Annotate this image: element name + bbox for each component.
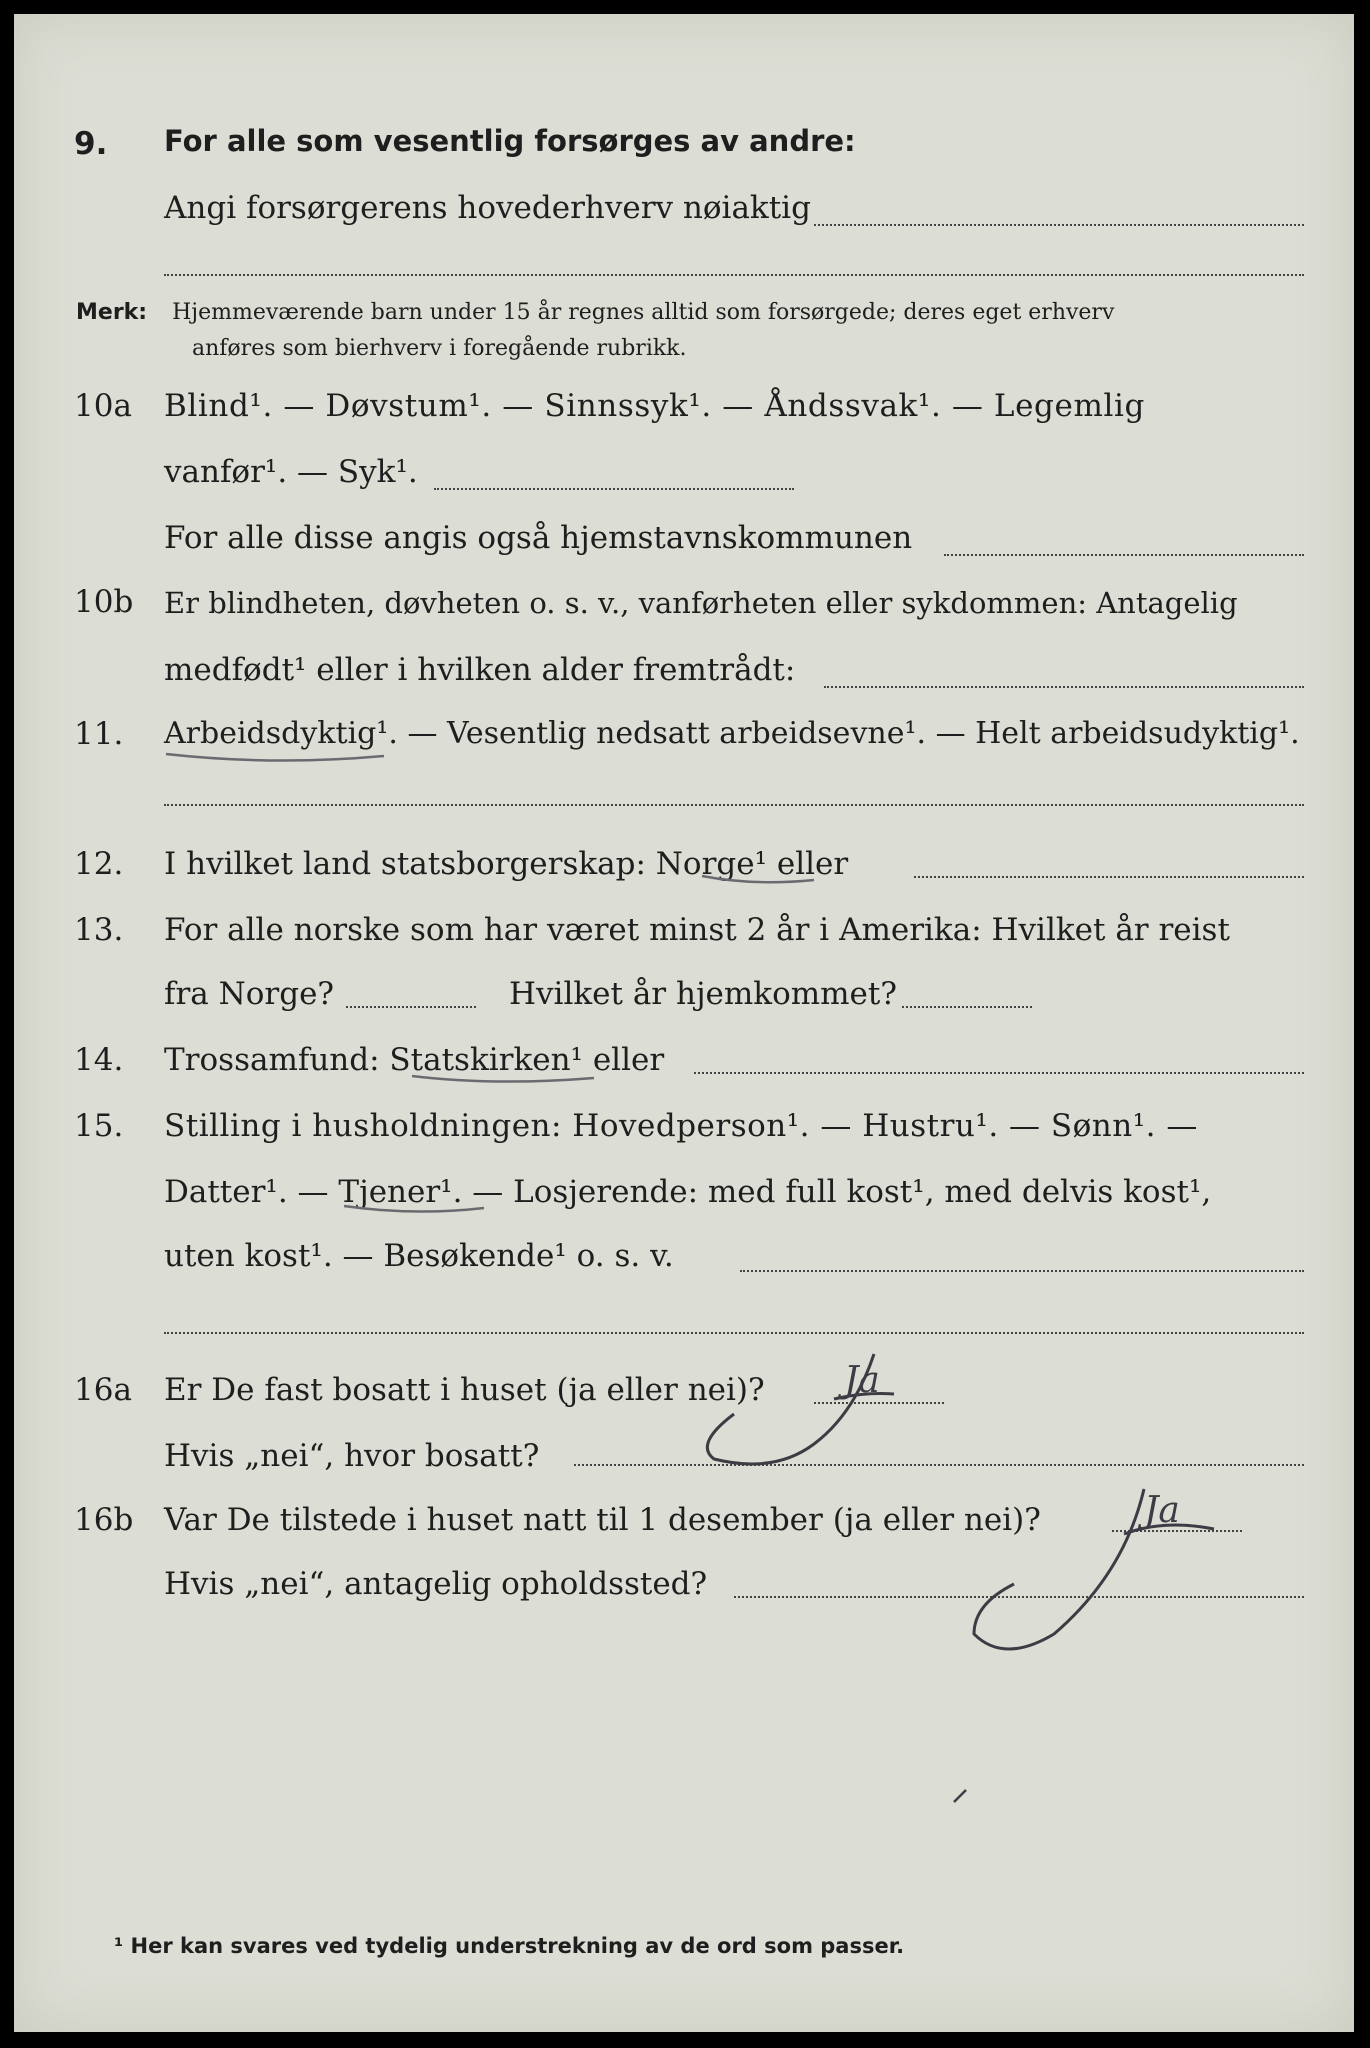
- q11-line1: Arbeidsdyktig¹. — Vesentlig nedsatt arbeidsevne¹. — Helt arbeidsudyktig¹.: [164, 716, 1300, 751]
- q15-line3: uten kost¹. — Besøkende¹ o. s. v.: [164, 1238, 674, 1274]
- handwriting-layer: [14, 14, 1354, 2032]
- q10a-line1: Blind¹. — Døvstum¹. — Sinnssyk¹. — Åndssvak¹. — Legemlig: [164, 388, 1145, 424]
- q11-number: 11.: [74, 716, 124, 752]
- answer-16b-text: Ja: [1144, 1490, 1180, 1531]
- q10b-line1: Er blindheten, døvheten o. s. v., vanførheten eller sykdommen: Antagelig: [164, 586, 1238, 620]
- q10a-line2: vanfør¹. — Syk¹.: [164, 454, 418, 490]
- q16a-number: 16a: [74, 1372, 132, 1408]
- q13-line2a: fra Norge?: [164, 976, 335, 1012]
- q16b-line2: Hvis „nei“, antagelig opholdssted?: [164, 1566, 708, 1602]
- q14-line1: Trossamfund: Statskirken¹ eller: [164, 1042, 665, 1078]
- answer-16a-text: Ja: [844, 1360, 880, 1401]
- q10b-number: 10b: [74, 584, 134, 620]
- underline-norge: [702, 876, 814, 882]
- q9-line2: Angi forsørgerens hovederhverv nøiaktig: [164, 190, 811, 226]
- q16b-number: 16b: [74, 1502, 134, 1538]
- underline-arbeidsdyktig: [166, 754, 384, 761]
- merk-line2: anføres som bierhverv i foregående rubrikk.: [192, 336, 687, 361]
- q10b-line2: medfødt¹ eller i hvilken alder fremtrådt:: [164, 652, 796, 688]
- q16a-line2: Hvis „nei“, hvor bosatt?: [164, 1438, 540, 1474]
- underline-statskirken: [412, 1076, 594, 1082]
- underline-tjener: [344, 1206, 484, 1212]
- q13-line2b: Hvilket år hjemkommet?: [509, 976, 897, 1012]
- q15-line1: Stilling i husholdningen: Hovedperson¹. — Hustru¹. — Sønn¹. —: [164, 1108, 1198, 1144]
- q12-number: 12.: [74, 846, 124, 882]
- census-form-page: [14, 14, 1354, 2032]
- q12-line1: I hvilket land statsborgerskap: Norge¹ eller: [164, 846, 849, 882]
- q16a-line1: Er De fast bosatt i huset (ja eller nei)?: [164, 1372, 765, 1408]
- q14-number: 14.: [74, 1042, 124, 1078]
- q10a-line3: For alle disse angis også hjemstavnskommunen: [164, 520, 913, 556]
- q10a-number: 10a: [74, 388, 132, 424]
- footnote: ¹ Her kan svares ved tydelig understrekning av de ord som passer.: [114, 1934, 905, 1958]
- q9-number: 9.: [74, 126, 108, 162]
- merk-line1: Hjemmeværende barn under 15 år regnes alltid som forsørgede; deres eget erhverv: [172, 300, 1115, 325]
- q15-line2: Datter¹. — Tjener¹. — Losjerende: med full kost¹, med delvis kost¹,: [164, 1174, 1212, 1210]
- q9-line1: For alle som vesentlig forsørges av andre:: [164, 124, 856, 158]
- pencil-mark: [954, 1790, 966, 1802]
- q16b-line1: Var De tilstede i huset natt til 1 desember (ja eller nei)?: [164, 1502, 1041, 1538]
- q15-number: 15.: [74, 1108, 124, 1144]
- q13-line1: For alle norske som har været minst 2 år i Amerika: Hvilket år reist: [164, 912, 1230, 948]
- merk-label: Merk:: [76, 300, 148, 325]
- q13-number: 13.: [74, 912, 124, 948]
